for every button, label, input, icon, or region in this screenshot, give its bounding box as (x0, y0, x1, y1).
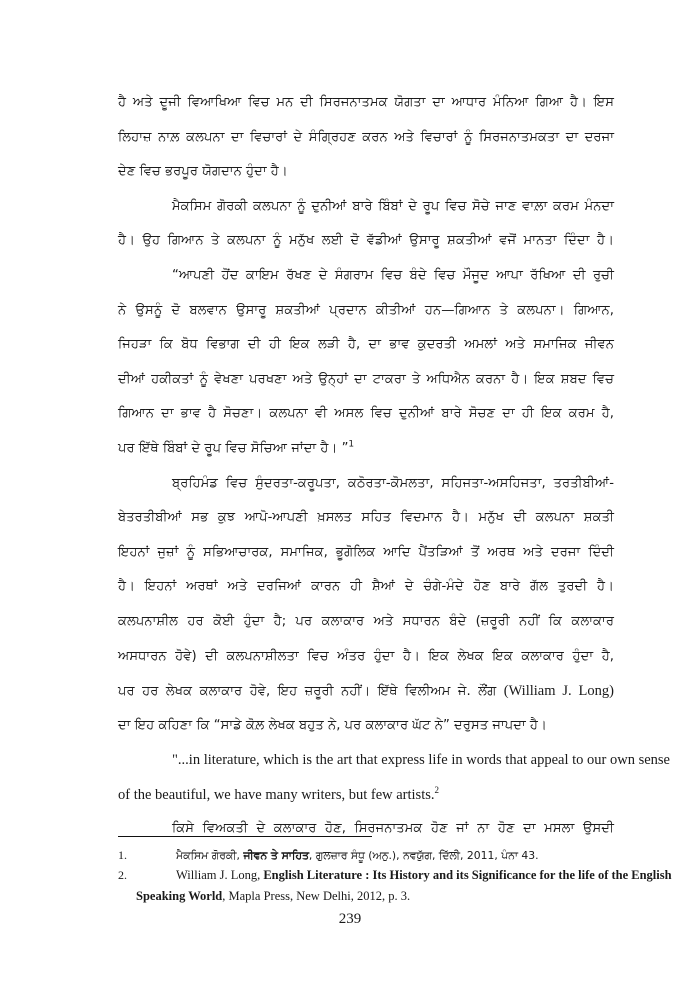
paragraph-line: ਬੇਤਰਤੀਬੀਆਂ ਸਭ ਕੁਝ ਆਪੋ-ਆਪਣੀ ਖ਼ਸਲਤ ਸਹਿਤ ਵਿਦਮਾਨ ਹੈ। ਮਨੁੱਖ ਦੀ ਕਲਪਨਾ ਸ਼ਕਤੀ (118, 510, 614, 526)
english-name: (William J. Long) (503, 683, 614, 700)
quote-line: ਨੇ ਉਸਨੂੰ ਦੋ ਬਲਵਾਨ ਉਸਾਰੂ ਸ਼ਕਤੀਆਂ ਪ੍ਰਦਾਨ ਕੀਤੀਆਂ ਹਨ—ਗਿਆਨ ਤੇ ਕਲਪਨਾ। ਗਿਆਨ, (118, 302, 614, 318)
footnote-number: 1. (118, 848, 127, 862)
paragraph-line: ਦਾ ਇਹ ਕਹਿਣਾ ਕਿ “ਸਾਡੇ ਕੋਲ਼ ਲੇਖਕ ਬਹੁਤ ਨੇ, ਪਰ ਕਲਾਕਾਰ ਘੱਟ ਨੇ” ਦਰੁਸਤ ਜਾਪਦਾ ਹੈ। (118, 717, 547, 733)
footnote-number: 2. (118, 868, 127, 882)
paragraph-line: ਇਹਨਾਂ ਜੁਜ਼ਾਂ ਨੂੰ ਸਭਿਆਚਾਰਕ, ਸਮਾਜਿਕ, ਭੂਗੋਲਿਕ ਆਦਿ ਪੈਂਤੜਿਆਂ ਤੋਂ ਅਰਥ ਅਤੇ ਦਰਜਾ ਦਿੰਦੀ (118, 544, 614, 560)
paragraph-line: ਹੈ ਅਤੇ ਦੂਜੀ ਵਿਆਖਿਆ ਵਿਚ ਮਨ ਦੀ ਸਿਰਜਨਾਤਮਕ ਯੋਗਤਾ ਦਾ ਆਧਾਰ ਮੰਨਿਆ ਗਿਆ ਹੈ। ਇਸ (118, 95, 614, 110)
english-quote-line: "...in literature, which is the art that express life in words that appeal to our own sense (172, 752, 670, 769)
quote-line-end (118, 432, 614, 467)
footnote-title: ਜੀਵਨ ਤੇ ਸਾਹਿਤ (243, 849, 309, 862)
paragraph-line: ਕਲਪਨਾਸ਼ੀਲ ਹਰ ਕੋਈ ਹੁੰਦਾ ਹੈ; ਪਰ ਕਲਾਕਾਰ ਅਤੇ ਸਧਾਰਨ ਬੰਦੇ (ਜ਼ਰੂਰੀ ਨਹੀਂ ਕਿ ਕਲਾਕਾਰ (118, 613, 614, 629)
footnote-separator (118, 836, 372, 837)
quote-line: ਦੀਆਂ ਹਕੀਕਤਾਂ ਨੂੰ ਵੇਖਣਾ ਪਰਖਣਾ ਅਤੇ ਉਨ੍ਹਾਂ ਦਾ ਟਾਕਰਾ ਤੇ ਅਧਿਐਨ ਕਰਨਾ ਹੈ। ਇਕ ਸ਼ਬਦ ਵਿਚ (118, 371, 614, 387)
footnote-2 (118, 866, 672, 885)
paragraph-line: ਕਿਸੇ ਵਿਅਕਤੀ ਦੇ ਕਲਾਕਾਰ ਹੋਣ, ਸਿਰਜਨਾਤਮਕ ਹੋਣ ਜਾਂ ਨਾ ਹੋਣ ਦਾ ਮਸਲਾ ਉਸਦੀ (172, 821, 614, 837)
paragraph-line: ਅਸਧਾਰਨ ਹੋਵੇ) ਦੀ ਕਲਪਨਾਸ਼ੀਲਤਾ ਵਿਚ ਅੰਤਰ ਹੁੰਦਾ ਹੈ। ਇਕ ਲੇਖਕ ਇਕ ਕਲਾਕਾਰ ਹੁੰਦਾ ਹੈ, (118, 648, 614, 664)
page-number: 239 (338, 911, 362, 927)
paragraph-line: ਬ੍ਰਹਿਮੰਡ ਵਿਚ ਸੁੰਦਰਤਾ-ਕਰੂਪਤਾ, ਕਠੋਰਤਾ-ਕੋਮਲਤਾ, ਸਹਿਜਤਾ-ਅਸਹਿਜਤਾ, ਤਰਤੀਬੀਆਂ- (172, 475, 614, 491)
footnote-marker-2[interactable]: 2 (434, 785, 439, 796)
footnote-2-continued (136, 887, 410, 906)
footnote-details: , Mapla Press, New Delhi, 2012, p. 3. (222, 889, 411, 903)
footnote-1 (118, 846, 539, 865)
body-text (118, 86, 670, 847)
paragraph-line: ਦੇਣ ਵਿਚ ਭਰਪੂਰ ਯੋਗਦਾਨ ਹੁੰਦਾ ਹੈ। (118, 164, 288, 180)
footnote-title: English Literature : Its History and its Significance for the life of the English (263, 868, 672, 882)
paragraph-line: ਹੈ। ਉਹ ਗਿਆਨ ਤੇ ਕਲਪਨਾ ਨੂੰ ਮਨੁੱਖ ਲਈ ਦੋ ਵੱਡੀਆਂ ਉਸਾਰੂ ਸ਼ਕਤੀਆਂ ਵਜੋਂ ਮਾਨਤਾ ਦਿੰਦਾ ਹੈ। (118, 233, 614, 249)
paragraph-line: ਲਿਹਾਜ਼ ਨਾਲ਼ ਕਲਪਨਾ ਦਾ ਵਿਚਾਰਾਂ ਦੇ ਸੰਗ੍ਰਿਹਣ ਕਰਨ ਅਤੇ ਵਿਚਾਰਾਂ ਨੂੰ ਸਿਰਜਨਾਤਮਕਤਾ ਦਾ ਦਰਜਾ (118, 129, 614, 145)
quote-line: ਜਿਹੜਾ ਕਿ ਬੋਧ ਵਿਭਾਗ ਦੀ ਹੀ ਇਕ ਲੜੀ ਹੈ, ਦਾ ਭਾਵ ਕੁਦਰਤੀ ਅਮਲਾਂ ਅਤੇ ਸਮਾਜਿਕ ਜੀਵਨ (118, 337, 614, 353)
quote-line: ਗਿਆਨ ਦਾ ਭਾਵ ਹੈ ਸੋਚਣਾ। ਕਲਪਨਾ ਵੀ ਅਸਲ ਵਿਚ ਦੁਨੀਆਂ ਬਾਰੇ ਸੋਚਣ ਦਾ ਹੀ ਇਕ ਕਰਮ ਹੈ, (118, 406, 614, 422)
footnote-author: William J. Long, (176, 868, 264, 882)
english-quote-line-end (118, 778, 614, 813)
line-text: ਪਰ ਹਰ ਲੇਖਕ ਕਲਾਕਾਰ ਹੋਵੇ, ਇਹ ਜ਼ਰੂਰੀ ਨਹੀਂ। ਇੱਥੇ ਵਿਲੀਅਮ ਜੇ. ਲੌਂਗ (118, 684, 497, 700)
quote-text: ਪਰ ਇੱਥੇ ਬਿੰਬਾਂ ਦੇ ਰੂਪ ਵਿਚ ਸੋਚਿਆ ਜਾਂਦਾ ਹੈ। ” (118, 440, 349, 456)
footnote-marker-1[interactable]: 1 (348, 439, 355, 450)
footnote-title-continued: Speaking World (136, 889, 223, 903)
quote-line: “ਆਪਣੀ ਹੋਂਦ ਕਾਇਮ ਰੱਖਣ ਦੇ ਸੰਗਰਾਮ ਵਿਚ ਬੰਦੇ ਵਿਚ ਮੌਜੂਦ ਆਪਾ ਰੱਖਿਆ ਦੀ ਰੁਚੀ (172, 267, 614, 283)
english-quote-text: of the beautiful, we have many writers, but few artists. (118, 786, 435, 803)
paragraph-line: ਮੈਕਸਿਮ ਗੋਰਕੀ ਕਲਪਨਾ ਨੂੰ ਦੁਨੀਆਂ ਬਾਰੇ ਬਿੰਬਾਂ ਦੇ ਰੂਪ ਵਿਚ ਸੋਚੇ ਜਾਣ ਵਾਲ਼ਾ ਕਰਮ ਮੰਨਦਾ (172, 198, 614, 214)
paragraph-line-with-name (118, 674, 614, 709)
paragraph-line: ਹੈ। ਇਹਨਾਂ ਅਰਥਾਂ ਅਤੇ ਦਰਜਿਆਂ ਕਾਰਨ ਹੀ ਸ਼ੈਆਂ ਦੇ ਚੰਗੇ-ਮੰਦੇ ਹੋਣ ਬਾਰੇ ਗੱਲ ਤੁਰਦੀ ਹੈ। (118, 579, 614, 595)
footnote-author: ਮੈਕਸਿਮ ਗੋਰਕੀ, (176, 849, 244, 862)
footnote-details: , ਗੁਲਜ਼ਾਰ ਸੰਧੂ (ਅਨੁ.), ਨਵਯੁੱਗ, ਦਿੱਲੀ, 2011, ਪੰਨਾ 43. (308, 849, 539, 862)
